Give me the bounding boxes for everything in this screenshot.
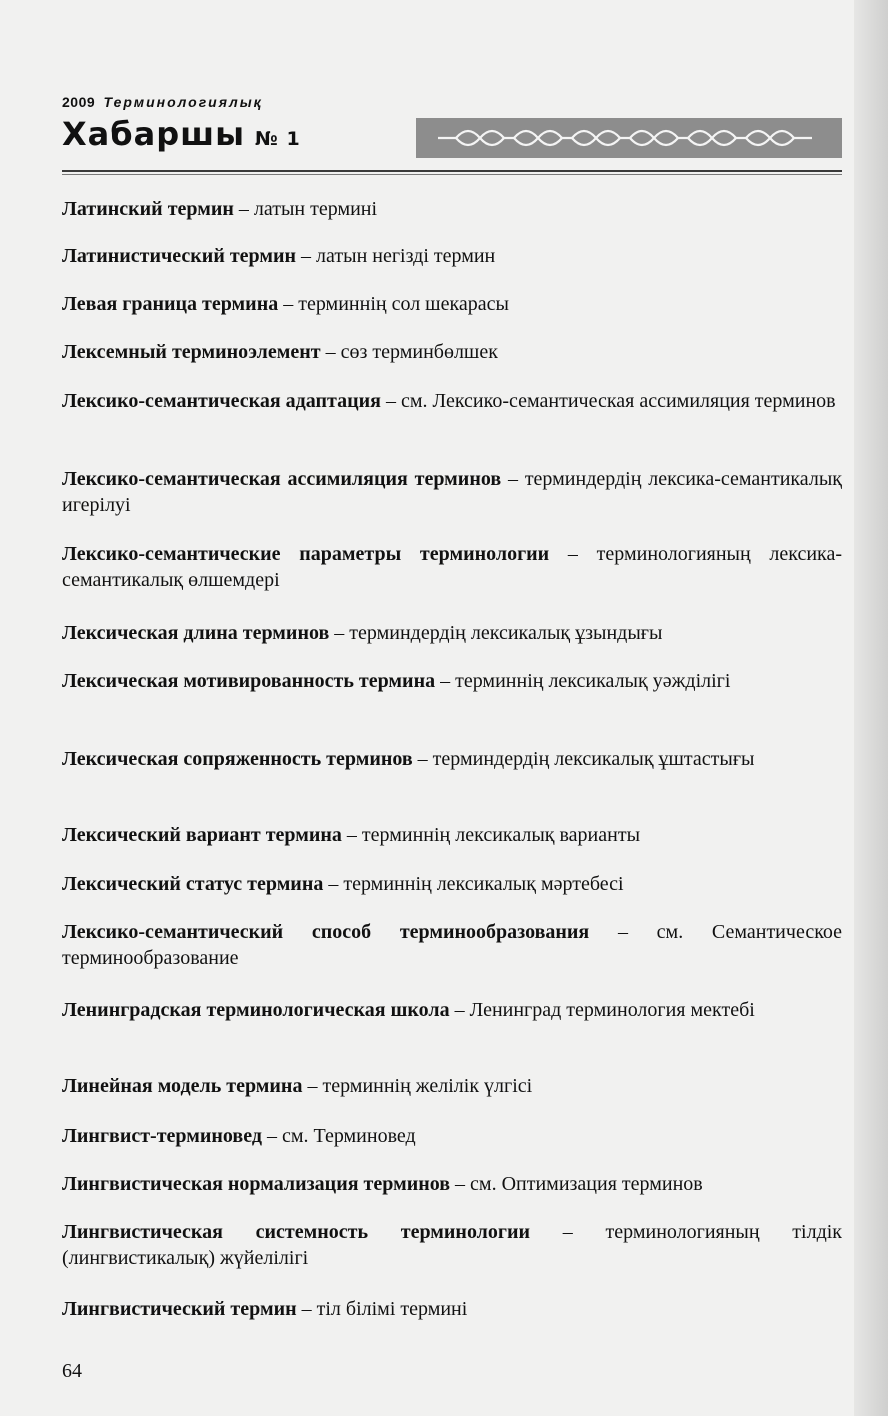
entry-term: Лексическая сопряженность терминов [62, 748, 413, 770]
entry-definition: см. Терминовед [281, 1125, 416, 1147]
glossary-entry: Лингвист-терминовед – см. Терминовед [62, 1125, 416, 1147]
header-rule-thin [62, 174, 842, 175]
entry-term: Левая граница термина [62, 293, 279, 315]
glossary-entry: Лексемный терминоэлемент – сөз терминбөлшек [62, 341, 498, 363]
entry-definition: терминнің сол шекарасы [298, 293, 509, 315]
page-number: 64 [62, 1360, 82, 1382]
entry-definition: латын термині [253, 198, 378, 220]
ornament-band [416, 118, 842, 158]
header-journal-name: Терминологиялық [103, 94, 263, 110]
header-title-text: Хабаршы [62, 115, 246, 153]
entry-term: Лексическая мотивированность термина [62, 670, 436, 692]
entry-definition: терминнің лексикалық варианты [361, 824, 641, 846]
entry-definition: см. Лексико-семантическая ассимиляция терминов [400, 390, 836, 412]
entry-definition: тіл білімі термині [316, 1298, 468, 1320]
glossary-entry: Лексический статус термина – терминнің лексикалық мәртебесі [62, 873, 624, 895]
entry-term: Ленинградская терминологическая школа [62, 999, 450, 1021]
header-title [62, 116, 301, 157]
glossary-entry: Левая граница термина – терминнің сол шекарасы [62, 293, 509, 315]
entry-definition: терминологияның лексика-семантикалық өлшемдері [62, 543, 843, 591]
header-top-line [62, 94, 842, 110]
entry-definition: терминнің лексикалық мәртебесі [343, 873, 624, 895]
entry-definition: терминологияның тілдік (лингвистикалық) жүйелілігі [62, 1221, 843, 1269]
glossary-entry: Лингвистический термин – тіл білімі термині [62, 1298, 468, 1320]
header-year: 2009 [62, 94, 96, 110]
entry-term: Лексико-семантические параметры терминологии [62, 543, 550, 565]
page-edge-shadow [854, 0, 888, 1416]
glossary-entry: Лингвистическая нормализация терминов – см. Оптимизация терминов [62, 1173, 703, 1195]
entry-term: Линейная модель термина [62, 1075, 303, 1097]
entry-term: Лексический статус термина [62, 873, 324, 895]
glossary-entry: Лексическая сопряженность терминов – терминдердің лексикалық ұштастығы [62, 748, 755, 770]
entry-definition: см. Семантическое терминообразование [62, 921, 843, 969]
entry-definition: терминдердің лексикалық ұштастығы [432, 748, 755, 770]
entry-term: Латинский термин [62, 198, 234, 220]
entry-definition: терминдердің лексикалық ұзындығы [349, 622, 663, 644]
header-issue: № 1 [255, 128, 301, 150]
glossary-entry: Линейная модель термина – терминнің желілік үлгісі [62, 1075, 533, 1097]
journal-header [62, 94, 842, 153]
glossary-entry: Лексическая длина терминов – терминдердің лексикалық ұзындығы [62, 622, 663, 644]
header-rule [62, 170, 842, 172]
entry-term: Лексический вариант термина [62, 824, 342, 846]
entry-definition: сөз терминбөлшек [340, 341, 498, 363]
ornament-icon [416, 118, 842, 158]
glossary-entry: Ленинградская терминологическая школа – Ленинград терминология мектебі [62, 999, 755, 1021]
entry-term: Лексико-семантический способ терминообразования [62, 921, 590, 943]
glossary-entry: Лексико-семантические параметры терминологии – терминологияның лексика-семантикалық өлшемдері [62, 543, 843, 591]
glossary-entry: Лексическая мотивированность термина – терминнің лексикалық уәжділігі [62, 670, 731, 692]
entry-term: Лингвистическая нормализация терминов [62, 1173, 451, 1195]
entry-term: Лексемный терминоэлемент [62, 341, 321, 363]
glossary-entry: Лингвистическая системность терминологии – терминологияның тілдік (лингвистикалық) жүйелілігі [62, 1221, 843, 1269]
entry-definition: терминдердің лексика-семантикалық игерілуі [62, 468, 842, 516]
entry-term: Лингвистический термин [62, 1298, 297, 1320]
entry-term: Латинистический термин [62, 245, 297, 267]
glossary-entry: Лексико-семантический способ терминообразования – см. Семантическое терминообразование [62, 921, 843, 969]
glossary-entry: Латинистический термин – латын негізді термин [62, 245, 496, 267]
glossary-entry: Лексический вариант термина – терминнің лексикалық варианты [62, 824, 641, 846]
glossary-entry: Лексико-семантическая адаптация – см. Лексико-семантическая ассимиляция терминов [62, 390, 836, 412]
entry-definition: терминнің желілік үлгісі [322, 1075, 533, 1097]
entry-definition: см. Оптимизация терминов [470, 1173, 703, 1195]
glossary-entry: Лексико-семантическая ассимиляция терминов – терминдердің лексика-семантикалық игерілуі [62, 468, 842, 516]
entry-term: Лексико-семантическая ассимиляция терминов [62, 468, 502, 490]
entry-term: Лингвистическая системность терминологии [62, 1221, 531, 1243]
entry-term: Лингвист-терминовед [62, 1125, 262, 1147]
entry-definition: терминнің лексикалық уәжділігі [455, 670, 731, 692]
entry-definition: Ленинград терминология мектебі [469, 999, 755, 1021]
glossary-entry: Латинский термин – латын термині [62, 198, 378, 220]
entry-definition: латын негізді термин [316, 245, 496, 267]
entry-term: Лексико-семантическая адаптация [62, 390, 381, 412]
entry-term: Лексическая длина терминов [62, 622, 330, 644]
